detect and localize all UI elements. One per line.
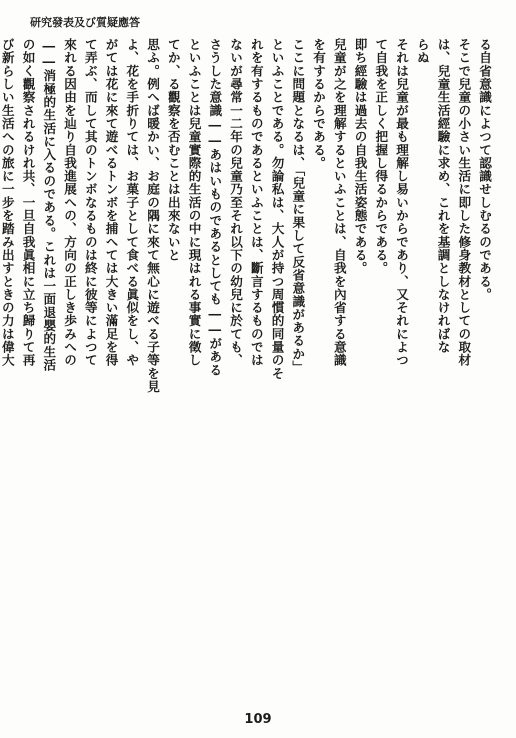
text-line: がては花に來て遊べるトンボを捕へては大きい滿足を得 [103, 38, 119, 367]
text-line: は、兒童生活經驗に求め、これを基調としなければな [435, 38, 451, 354]
text-line: てか、る觀察を否むことは出來ないと [165, 38, 181, 262]
text-line: さうした意識――あはいものであるとしても――がある [207, 38, 223, 377]
text-line: といふことは兒童實際的生活の中に現はれる事實に徵し [186, 38, 202, 367]
text-line: て自我を正しく把握し得るからである。 [373, 38, 389, 275]
text-line: れを有するものであるといふことは、斷言するものでは [248, 38, 264, 367]
text-line: 兒童が之を理解するといふことは、自我を內省する意識 [331, 38, 347, 367]
running-head: 研究發表及び質疑應答 [30, 16, 140, 29]
text-line: び新らしい生活への旅に一步を踏み出すときの力は偉大 [0, 38, 15, 367]
page-number: 109 [244, 712, 272, 727]
text-line: それは兒童が最も理解し易いからであり、又それによつ [394, 38, 409, 367]
text-line: 思ふ。例へば暖かい、お庭の隅に來て無心に遊べる子等を見 [145, 38, 160, 394]
text-line: る自省意識によつて認識せしむるのである。 [477, 38, 492, 301]
text-line: ここに問題となるは、「兒童に果して反省意識があるか」 [290, 38, 306, 374]
text-line: らぬ [414, 38, 430, 65]
text-line: そこで兒童の小さい生活に即した修身教材としての取材 [456, 38, 472, 367]
text-line: といふことである。勿論私は、大人が持つ周慣的同量のそ [269, 38, 285, 380]
text-line: の如く觀察されるけれ共、一旦自我眞相に立ち歸りて再 [20, 38, 36, 367]
text-line: て弄ぶ、而して其のトンボなるものは終に彼等によつて [82, 38, 98, 367]
text-line: よ、花を手折りては、お菓子として食べる眞似をし、や [124, 38, 140, 367]
text-line: ――消極的生活に入るのである。これは一面退嬰的生活 [41, 38, 57, 372]
body-text [0, 38, 494, 678]
text-line: を有するからである。 [311, 38, 326, 170]
text-line: ないが尋常一二年の兒童乃至それ以下の幼兒に於ても、 [228, 38, 243, 367]
text-line: 來れる因由を辿り自我進展への、方向の正しき歩みへの [62, 38, 77, 367]
text-line: 即ち經驗は過去の自我生活姿態である。 [352, 38, 368, 275]
